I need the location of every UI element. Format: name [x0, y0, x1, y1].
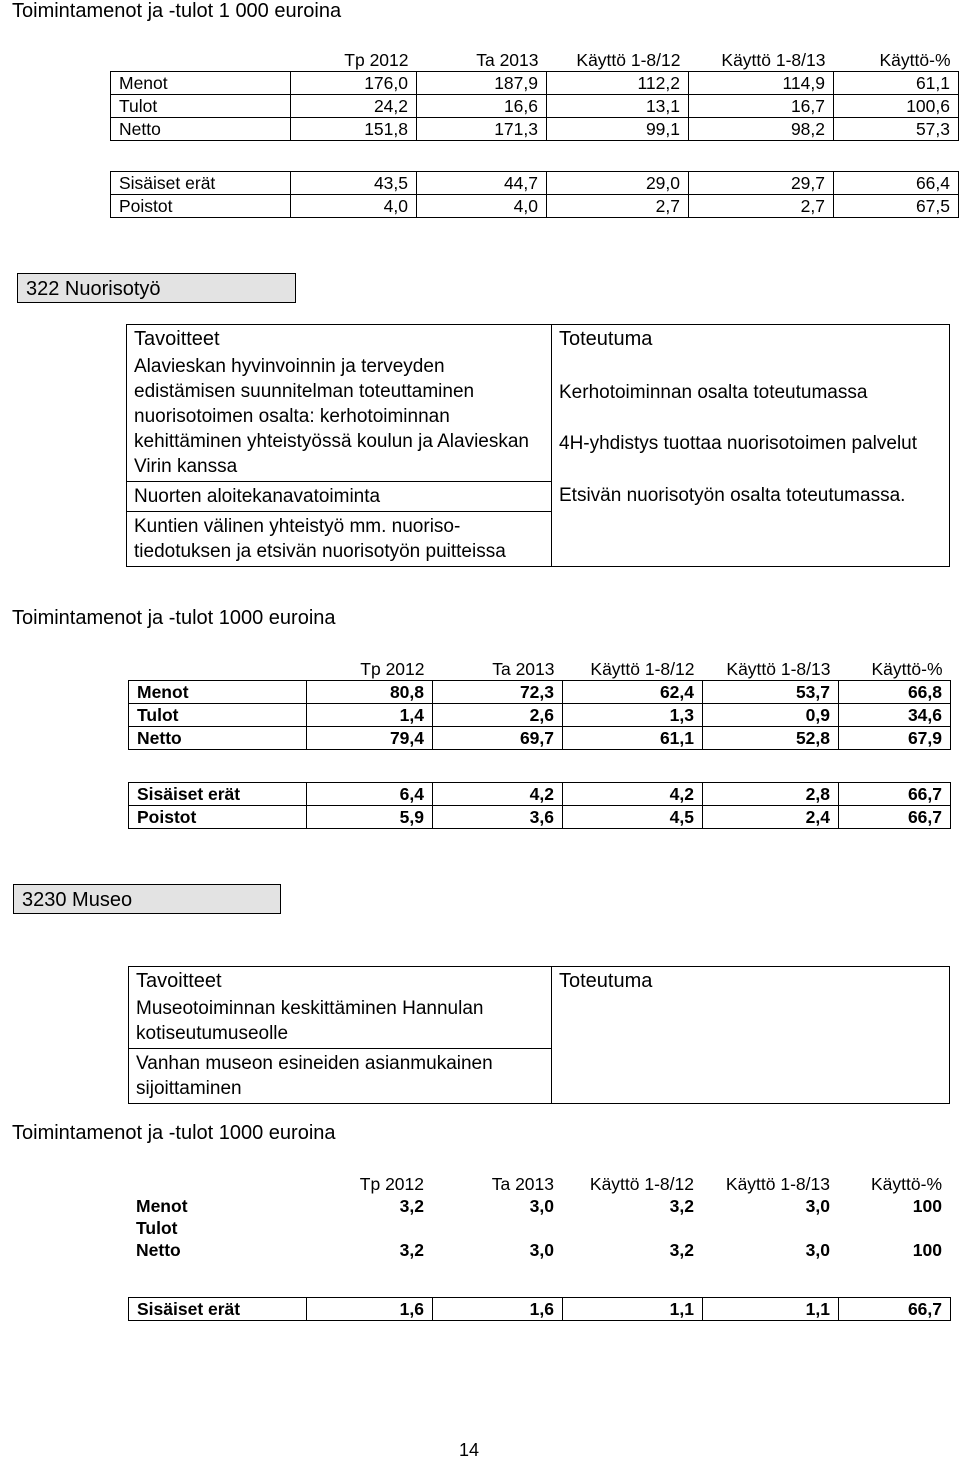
goals-header: Tavoitteet	[127, 325, 552, 355]
row-label: Tulot	[111, 95, 291, 118]
cell-value: 3,2	[669, 1196, 694, 1216]
cell-value: 43,5	[291, 172, 417, 195]
table-row	[128, 1239, 950, 1261]
cell-value: 2,7	[547, 195, 689, 218]
cell-value: 80,8	[307, 681, 433, 704]
cell-value: 29,0	[547, 172, 689, 195]
cell-value: 79,4	[307, 727, 433, 750]
cell-value: 100	[912, 1240, 942, 1260]
table-header-row	[129, 658, 951, 681]
row-label: Menot	[111, 72, 291, 95]
header-cell: Ta 2013	[491, 1174, 554, 1194]
header-cell: Tp 2012	[360, 659, 425, 679]
goal-item	[129, 996, 552, 1049]
cell-value: 3,0	[805, 1240, 830, 1260]
section1-title: Toimintamenot ja -tulot 1 000 euroina	[12, 0, 342, 22]
cell-value: 5,9	[307, 806, 433, 829]
cell-value: 3,0	[529, 1196, 554, 1216]
cell-value: 151,8	[291, 118, 417, 141]
cell-value: 67,5	[834, 195, 959, 218]
cell-value: 16,6	[417, 95, 547, 118]
cell-value: 98,2	[689, 118, 834, 141]
result-text: 4H-yhdistys tuottaa nuorisotoimen palvelut	[559, 433, 918, 454]
finance-table-1b	[110, 171, 959, 218]
header-cell	[129, 658, 307, 681]
header-cell	[128, 1173, 306, 1195]
cell-value: 1,6	[307, 1298, 433, 1321]
header-cell: Käyttö 1-8/12	[589, 1174, 694, 1194]
cell-value: 66,8	[839, 681, 951, 704]
row-label: Sisäiset erät	[111, 172, 291, 195]
cell-value	[306, 1217, 432, 1239]
result-text: Etsivän nuorisotyön osalta toteutumassa.	[559, 485, 906, 506]
goal-item	[127, 354, 552, 482]
cell-value: 2,6	[433, 704, 563, 727]
row-label: Netto	[136, 1240, 181, 1260]
cell-value: 72,3	[433, 681, 563, 704]
table-row	[129, 681, 951, 704]
cell-value: 112,2	[547, 72, 689, 95]
row-label: Tulot	[136, 1218, 178, 1238]
cell-value: 100	[912, 1196, 942, 1216]
row-label: Netto	[129, 727, 307, 750]
header-cell: Käyttö 1-8/12	[590, 659, 695, 679]
table-header-row	[111, 49, 959, 72]
row-label: Poistot	[111, 195, 291, 218]
cell-value: 3,0	[805, 1196, 830, 1216]
cell-value: 3,0	[529, 1240, 554, 1260]
cell-value: 4,0	[417, 195, 547, 218]
cell-value: 4,0	[291, 195, 417, 218]
cell-value	[838, 1217, 950, 1239]
row-label: Sisäiset erät	[129, 1298, 307, 1321]
header-cell: Ta 2013	[476, 50, 539, 70]
cell-value: 61,1	[834, 72, 959, 95]
section2-title: Toimintamenot ja -tulot 1000 euroina	[12, 607, 336, 629]
cell-value: 3,6	[433, 806, 563, 829]
table-header-row	[128, 1173, 950, 1195]
cell-value: 99,1	[547, 118, 689, 141]
cell-value: 67,9	[839, 727, 951, 750]
section3-title: Toimintamenot ja -tulot 1000 euroina	[12, 1122, 336, 1144]
cell-value: 3,2	[399, 1196, 424, 1216]
table-row	[129, 727, 951, 750]
header-cell: Käyttö-%	[871, 659, 943, 679]
row-label: Menot	[136, 1196, 188, 1216]
cell-value: 62,4	[563, 681, 703, 704]
table-row	[129, 1298, 951, 1321]
header-cell: Tp 2012	[359, 1174, 424, 1194]
row-label: Menot	[129, 681, 307, 704]
results-header: Toteutuma	[552, 325, 950, 355]
table-row	[111, 118, 959, 141]
header-cell: Käyttö-%	[871, 1174, 942, 1194]
header-cell: Käyttö 1-8/13	[725, 1174, 830, 1194]
table-row	[128, 1195, 950, 1217]
cell-value: 66,7	[839, 783, 951, 806]
cell-value: 53,7	[703, 681, 839, 704]
header-cell: Käyttö 1-8/13	[726, 659, 831, 679]
header-cell: Käyttö 1-8/12	[576, 50, 681, 70]
cell-value: 24,2	[291, 95, 417, 118]
cell-value: 57,3	[834, 118, 959, 141]
cell-value: 3,2	[399, 1240, 424, 1260]
header-cell: Tp 2012	[344, 50, 409, 70]
row-label: Sisäiset erät	[129, 783, 307, 806]
finance-table-2a	[128, 658, 951, 750]
cell-value: 1,3	[563, 704, 703, 727]
finance-table-3a	[128, 1173, 950, 1261]
cell-value	[432, 1217, 562, 1239]
cell-value: 4,2	[433, 783, 563, 806]
cell-value: 34,6	[839, 704, 951, 727]
header-cell	[111, 49, 291, 72]
cell-value: 29,7	[689, 172, 834, 195]
cell-value: 4,2	[563, 783, 703, 806]
cell-value: 2,4	[703, 806, 839, 829]
cell-value: 2,7	[689, 195, 834, 218]
table-row	[111, 172, 959, 195]
finance-table-1a	[110, 49, 959, 141]
table-row	[111, 195, 959, 218]
cell-value: 176,0	[291, 72, 417, 95]
cell-value: 4,5	[563, 806, 703, 829]
cell-value: 187,9	[417, 72, 547, 95]
section-heading-nuorisotyo: 322 Nuorisotyö	[17, 273, 296, 303]
finance-table-2b	[128, 782, 951, 829]
table-row	[128, 1217, 950, 1239]
header-cell: Ta 2013	[492, 659, 555, 679]
cell-value: 66,4	[834, 172, 959, 195]
cell-value: 1,6	[433, 1298, 563, 1321]
section-heading-museo: 3230 Museo	[13, 884, 281, 914]
cell-value: 69,7	[433, 727, 563, 750]
table-row	[129, 783, 951, 806]
cell-value: 1,1	[703, 1298, 839, 1321]
cell-value: 66,7	[839, 806, 951, 829]
cell-value: 61,1	[563, 727, 703, 750]
cell-value	[562, 1217, 702, 1239]
table-row	[129, 704, 951, 727]
cell-value: 6,4	[307, 783, 433, 806]
result-text: Kerhotoiminnan osalta toteutumassa	[559, 382, 868, 403]
cell-value: 1,4	[307, 704, 433, 727]
results-header: Toteutuma	[552, 967, 950, 997]
cell-value: 66,7	[839, 1298, 951, 1321]
goals-header: Tavoitteet	[129, 967, 552, 997]
header-cell: Käyttö 1-8/13	[721, 50, 826, 70]
goal-item	[129, 1049, 552, 1104]
results-cell	[552, 996, 950, 1104]
cell-value: 44,7	[417, 172, 547, 195]
goals-table-nuorisotyo	[126, 324, 950, 567]
cell-value: 100,6	[834, 95, 959, 118]
table-row	[111, 72, 959, 95]
cell-value: 16,7	[689, 95, 834, 118]
goal-text: Alavieskan hyvinvoinnin ja terveyden edistämisen suunnitelman toteuttaminen nuorisotoimen osalta: kerhotoiminnan kehittäminen yhteistyössä koulun ja Alavieskan Virin kanssa	[134, 356, 530, 477]
cell-value: 52,8	[703, 727, 839, 750]
cell-value: 1,1	[563, 1298, 703, 1321]
page-number: 14	[459, 1440, 480, 1460]
goal-item	[127, 512, 552, 567]
goal-item	[127, 482, 552, 512]
goal-text: Kuntien välinen yhteistyö mm. nuoriso-tiedotuksen ja etsivän nuorisotyön puitteissa	[134, 516, 506, 562]
cell-value: 171,3	[417, 118, 547, 141]
cell-value: 3,2	[669, 1240, 694, 1260]
cell-value: 0,9	[703, 704, 839, 727]
table-row	[129, 806, 951, 829]
header-cell: Käyttö-%	[879, 50, 951, 70]
cell-value: 114,9	[689, 72, 834, 95]
row-label: Netto	[111, 118, 291, 141]
cell-value: 13,1	[547, 95, 689, 118]
goal-text: Nuorten aloitekanavatoiminta	[134, 486, 381, 507]
table-row	[111, 95, 959, 118]
cell-value: 2,8	[703, 783, 839, 806]
goal-text: Vanhan museon esineiden asianmukainen sijoittaminen	[136, 1053, 493, 1099]
goals-table-museo	[128, 966, 950, 1104]
row-label: Tulot	[129, 704, 307, 727]
goal-text: Museotoiminnan keskittäminen Hannulan kotiseutumuseolle	[136, 998, 484, 1044]
results-cell	[552, 354, 950, 567]
cell-value	[702, 1217, 838, 1239]
row-label: Poistot	[129, 806, 307, 829]
finance-table-3b	[128, 1297, 951, 1321]
